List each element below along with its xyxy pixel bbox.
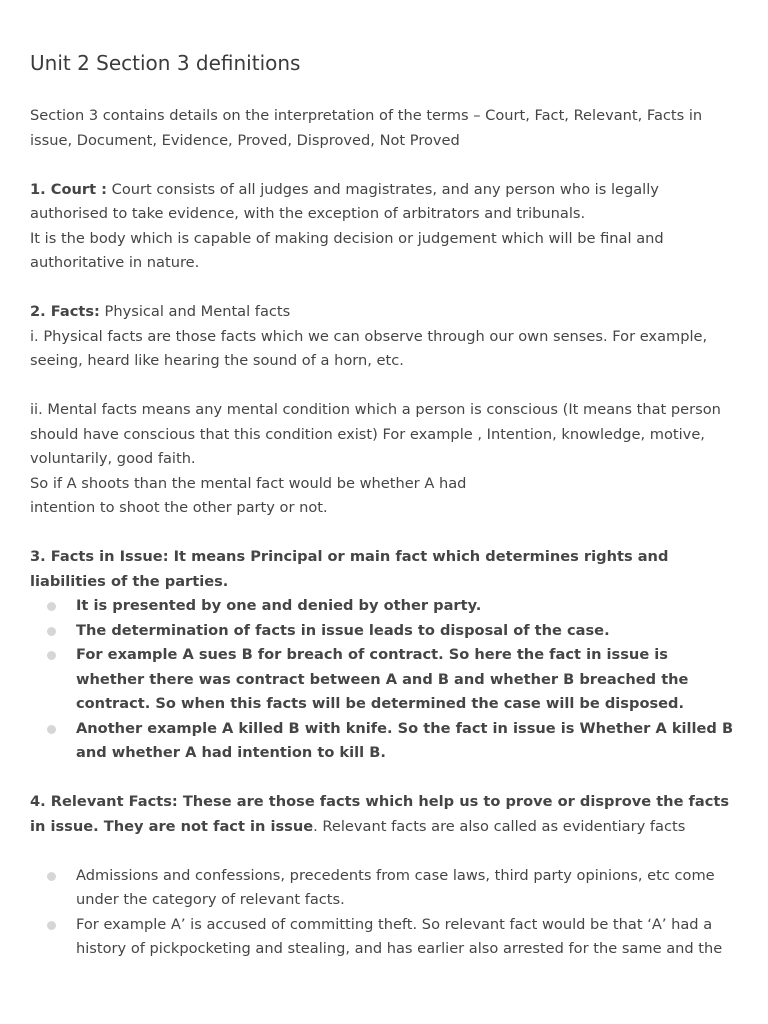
- list-item: [30, 717, 738, 766]
- list-item: [30, 594, 738, 619]
- spacer: [30, 766, 738, 791]
- bullet-icon: [47, 627, 56, 636]
- list-item: [30, 864, 738, 913]
- bullet-icon: [47, 872, 56, 881]
- physical-facts-paragraph: i. Physical facts are those facts which we can observe through our own senses. For example, seeing, heard like hearing the sound of a horn, etc.: [30, 327, 708, 369]
- bullet-icon: [47, 651, 56, 660]
- facts-in-issue-list: [30, 594, 738, 766]
- facts-paragraph: [30, 300, 738, 325]
- spacer: [30, 521, 738, 546]
- list-item-text: For example A sues B for breach of contract. So here the fact in issue is whether there was contract between A and B and whether B breached the contract. So when this facts will be determined the case will be disposed.: [76, 646, 689, 712]
- list-item-text: For example A’ is accused of committing theft. So relevant fact would be that ‘A’ had a history of pickpocketing and stealing, and has earlier also arrested for the same and the: [76, 915, 723, 957]
- relevant-facts-heading: 4. Relevant Facts: These are those facts which help us to prove or disprove the facts in issue. They are not fact in issue: [30, 793, 730, 835]
- mental-example-line-1: So if A shoots than the mental fact would be whether A had: [30, 474, 467, 492]
- list-item: [30, 643, 738, 717]
- spacer: [30, 374, 738, 399]
- relevant-facts-paragraph: [30, 790, 738, 839]
- spacer: [30, 153, 738, 178]
- relevant-facts-list: [30, 864, 738, 962]
- facts-heading: 2. Facts:: [30, 303, 100, 320]
- mental-example-line-2: intention to shoot the other party or not.: [30, 499, 328, 516]
- bullet-icon: [47, 921, 56, 930]
- spacer: [30, 839, 738, 864]
- bullet-icon: [47, 602, 56, 611]
- page-title: Unit 2 Section 3 definitions: [30, 51, 301, 75]
- court-heading: 1. Court :: [30, 180, 107, 198]
- list-item: [30, 913, 738, 962]
- facts-in-issue-heading: 3. Facts in Issue: It means Principal or main fact which determines rights and liabilities of the parties.: [30, 548, 669, 590]
- list-item-text: The determination of facts in issue leads to disposal of the case.: [76, 621, 610, 639]
- court-text: Court consists of all judges and magistrates, and any person who is legally authorised to take evidence, with the exception of arbitrators and tribunals.: [30, 180, 659, 222]
- list-item-text: Another example A killed B with knife. So the fact in issue is Whether A killed B and whether A had intention to kill B.: [76, 719, 734, 761]
- court-paragraph: [30, 178, 738, 227]
- list-item-text: It is presented by one and denied by other party.: [76, 597, 482, 614]
- list-item-text: Admissions and confessions, precedents from case laws, third party opinions, etc come under the category of relevant facts.: [76, 866, 715, 908]
- relevant-facts-text: . Relevant facts are also called as evidentiary facts: [313, 817, 686, 835]
- intro-paragraph: Section 3 contains details on the interpretation of the terms – Court, Fact, Relevant, Facts in issue, Document, Evidence, Proved, Disproved, Not Proved: [30, 107, 703, 149]
- court-paragraph-2: It is the body which is capable of making decision or judgement which will be final and authoritative in nature.: [30, 229, 664, 271]
- facts-text: Physical and Mental facts: [99, 303, 291, 320]
- bullet-icon: [47, 725, 56, 734]
- spacer: [30, 276, 738, 301]
- list-item: [30, 619, 738, 644]
- mental-facts-paragraph: ii. Mental facts means any mental condition which a person is conscious (It means that person should have conscious that this condition exist) For example , Intention, knowledge, motive, voluntarily, good faith.: [30, 401, 721, 467]
